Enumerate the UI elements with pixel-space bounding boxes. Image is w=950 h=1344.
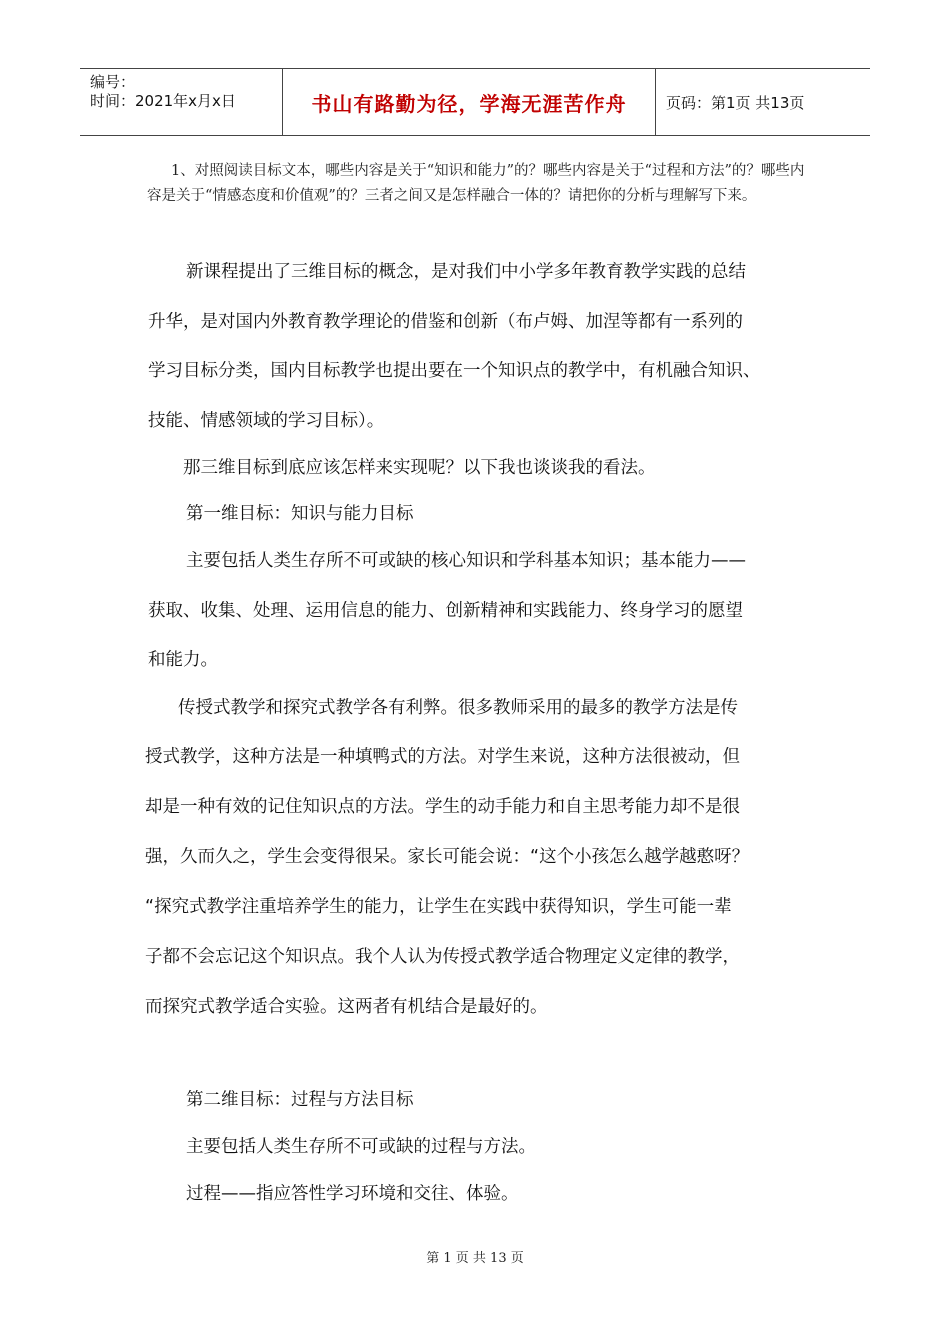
body-line: 新课程提出了三维目标的概念，是对我们中小学多年教育教学实践的总结 — [186, 262, 746, 282]
document-number-label: 编号： — [90, 73, 136, 91]
body-line: “探究式教学注重培养学生的能力，让学生在实践中获得知识，学生可能一辈 — [145, 897, 732, 917]
header-motto: 书山有路勤为径，学海无涯苦作舟 — [311, 91, 627, 116]
body-line: 传授式教学和探究式教学各有利弊。很多教师采用的最多的教学方法是传 — [178, 698, 738, 718]
body-line: 升华，是对国内外教育教学理论的借鉴和创新（布卢姆、加涅等都有一系列的 — [148, 312, 743, 332]
section-heading-1: 第一维目标：知识与能力目标 — [186, 504, 414, 524]
header-page-info: 页码：第1页 共13页 — [666, 93, 805, 112]
body-line: 主要包括人类生存所不可或缺的过程与方法。 — [186, 1137, 536, 1157]
body-line: 获取、收集、处理、运用信息的能力、创新精神和实践能力、终身学习的愿望 — [148, 601, 743, 621]
header-table — [80, 68, 870, 136]
header-motto-cell — [283, 69, 656, 135]
document-date: 时间：2021年x月x日 — [90, 92, 236, 110]
body-line: 和能力。 — [148, 650, 218, 670]
header-left-cell — [80, 69, 283, 135]
body-line: 而探究式教学适合实验。这两者有机结合是最好的。 — [145, 997, 548, 1017]
body-line: 子都不会忘记这个知识点。我个人认为传授式教学适合物理定义定律的教学， — [145, 947, 740, 967]
body-line: 过程——指应答性学习环境和交往、体验。 — [186, 1184, 519, 1204]
page-footer: 第 1 页 共 13 页 — [426, 1251, 524, 1266]
body-line: 那三维目标到底应该怎样来实现呢？以下我也谈谈我的看法。 — [183, 458, 656, 478]
body-line: 却是一种有效的记住知识点的方法。学生的动手能力和自主思考能力却不是很 — [145, 797, 740, 817]
body-line: 学习目标分类，国内目标教学也提出要在一个知识点的教学中，有机融合知识、 — [148, 361, 761, 381]
question-paragraph — [147, 159, 817, 209]
header-page-cell — [656, 69, 870, 135]
body-line: 主要包括人类生存所不可或缺的核心知识和学科基本知识；基本能力—— — [186, 551, 746, 571]
question-text: 1、对照阅读目标文本，哪些内容是关于“知识和能力”的？哪些内容是关于“过程和方法”的？哪些内容是关于“情感态度和价值观”的？三者之间又是怎样融合一体的？请把你的分析与理解写下来。 — [147, 163, 805, 204]
body-line: 技能、情感领域的学习目标）。 — [148, 411, 385, 431]
body-line: 授式教学，这种方法是一种填鸭式的方法。对学生来说，这种方法很被动，但 — [145, 747, 740, 767]
section-heading-2: 第二维目标：过程与方法目标 — [186, 1090, 414, 1110]
body-line: 强，久而久之，学生会变得很呆。家长可能会说：“这个小孩怎么越学越憨呀？ — [145, 847, 750, 867]
